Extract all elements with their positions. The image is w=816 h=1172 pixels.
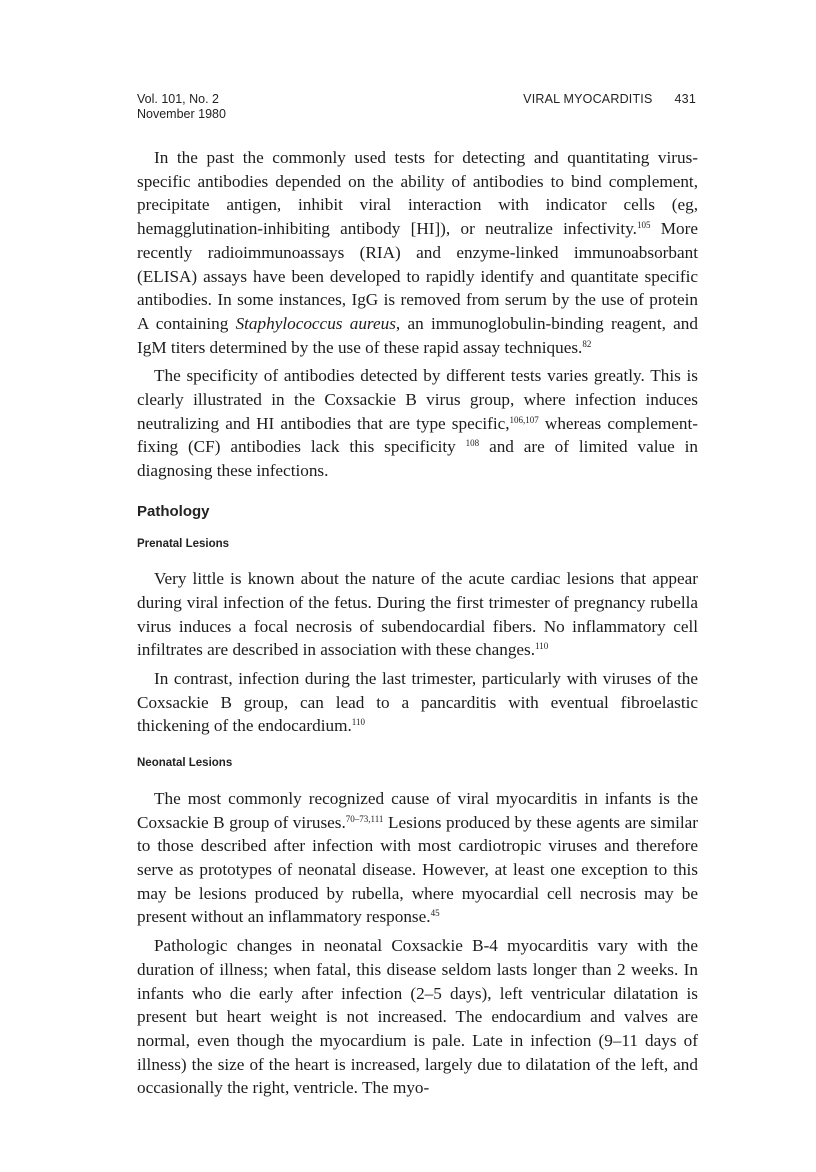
- reference-citation: 108: [465, 438, 480, 449]
- paragraph-neonatal-pathologic-changes: Pathologic changes in neonatal Coxsackie B-4 myocarditis vary with the duration of illness; when fatal, this disease seldom lasts longer than 2 weeks. In infants who die early after infection (2–5 days), left ventricular dilatation is present but heart weight is not increased. The endocardium and valves are normal, even though the myocardium is pale. Late in infection (9–11 days of illness) the size of the heart is increased, largely due to dilatation of the left, and occasionally the right, ventricle. The myo-: [137, 936, 698, 1098]
- article-body: [137, 146, 698, 1105]
- paragraph-neonatal-cause: The most commonly recognized cause of viral myocarditis in infants is the Coxsackie B group of viruses.$^{70-73,111}$ Lesions produced by these agents are similar to those described after infection with most cardiotropic viruses and therefore serve as prototypes of neonatal disease. However, at least one exception to this may be lesions produced by rubella, where myocardial cell necrosis may be present without an inflammatory response.$^{45}$: [137, 788, 699, 927]
- reference-citation: 106,107: [509, 414, 539, 425]
- reference-citation: 110: [351, 717, 365, 728]
- running-title: VIRAL MYOCARDITIS: [523, 92, 653, 106]
- reference-citation: 82: [582, 338, 592, 349]
- issue-date: November 1980: [137, 107, 226, 121]
- species-name: Staphylococcus aureus: [235, 313, 396, 333]
- section-heading-pathology: Pathology: [137, 502, 210, 520]
- page-header-left: [137, 92, 226, 122]
- reference-citation: 110: [535, 641, 549, 652]
- subsection-heading-prenatal: Prenatal Lesions: [137, 537, 230, 550]
- reference-citation: 70–73,111: [345, 813, 384, 824]
- paragraph-antibody-specificity: The specificity of antibodies detected by different tests varies greatly. This is clearly illustrated in the Coxsackie B virus group, where infection induces neutralizing and HI antibodies that are type specific,$^{106,107}$ whereas complement-fixing (CF) antibodies lack this specificity $^{108}$ and are of limited value in diagnosing these infections.: [137, 366, 698, 481]
- page-header-right: [523, 92, 696, 107]
- subsection-heading-neonatal: Neonatal Lesions: [137, 757, 233, 770]
- page-number: 431: [674, 92, 696, 106]
- paragraph-prenatal-last-trimester: In contrast, infection during the last trimester, particularly with viruses of the Coxsackie B group, can lead to a pancarditis with eventual fibroelastic thickening of the endocardium.$^{110}$: [137, 669, 698, 736]
- paragraph-prenatal-first-trimester: Very little is known about the nature of the acute cardiac lesions that appear during viral infection of the fetus. During the first trimester of pregnancy rubella virus induces a focal necrosis of subendocardial fibers. No inflammatory cell infiltrates are described in association with these changes.$^{110}$: [137, 569, 698, 660]
- reference-citation: 105: [636, 220, 651, 231]
- paragraph-antibody-tests: In the past the commonly used tests for detecting and quantitating virus-specific antibodies depended on the ability of antibodies to bind complement, precipitate antigen, inhibit viral interaction with indicator cells (eg, hemagglutination-inhibiting antibody [HI]), or neutralize infectivity.$^{105}$ More recently radioimmunoassays (RIA) and enzyme-linked immunoabsorbant (ELISA) assays have been developed to rapidly identify and quantitate specific antibodies. In some instances, IgG is removed from serum by the use of protein A containing Staphylococcus aureus, an immunoglobulin-binding reagent, and IgM titers determined by the use of these rapid assay techniques.$^{82}$: [137, 148, 698, 357]
- volume-issue: Vol. 101, No. 2: [137, 92, 220, 106]
- reference-citation: 45: [430, 908, 440, 919]
